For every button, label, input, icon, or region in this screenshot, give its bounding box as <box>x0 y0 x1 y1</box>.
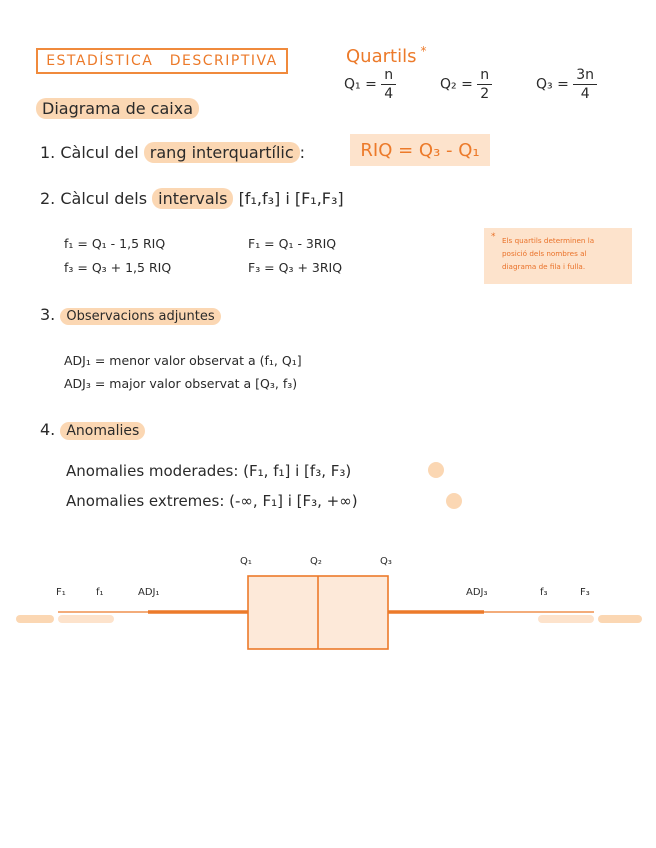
label-q3: Q₃ <box>380 556 392 567</box>
step-3-highlight: Observacions adjuntes <box>60 308 220 325</box>
label-f1: f₁ <box>96 587 104 598</box>
step-2-highlight: intervals <box>152 188 233 209</box>
quartils-title: Quartils * <box>346 44 427 67</box>
label-adj3: ADJ₃ <box>466 587 488 598</box>
extreme-right-segment <box>598 615 642 623</box>
note-star: * <box>491 232 496 242</box>
adj3-definition: ADJ₃ = major valor observat a [Q₃, f₃) <box>64 376 298 391</box>
moderate-marker-dot <box>428 462 444 478</box>
quartils-asterisk: * <box>420 44 427 58</box>
extreme-marker-dot <box>446 493 462 509</box>
q2-formula: Q₂ = $\frac{n}{2}$ <box>440 66 492 103</box>
label-q1: Q₁ <box>240 556 252 567</box>
anomalies-extreme: Anomalies extremes: (-∞, F₁] i [F₃, +∞) <box>66 492 358 510</box>
q1-formula: Q₁ = $\frac{n}{4}$ <box>344 66 396 103</box>
q3-formula: Q₃ = $\frac{3n}{4}$ <box>536 66 597 103</box>
title-part1: ESTADÍSTICA <box>46 53 154 69</box>
adj1-definition: ADJ₁ = menor valor observat a (f₁, Q₁] <box>64 353 302 368</box>
moderate-right-segment <box>538 615 594 623</box>
boxplot-diagram <box>0 560 656 660</box>
section-title: Diagrama de caixa <box>36 99 199 118</box>
step-4-highlight: Anomalies <box>60 422 145 440</box>
note-line-2: posició dels nombres al <box>502 249 587 258</box>
riq-formula-box <box>350 134 490 166</box>
label-q2: Q₂ <box>310 556 322 567</box>
note-line-1: Els quartils determinen la <box>502 236 595 245</box>
label-adj1: ADJ₁ <box>138 587 160 598</box>
q2-fraction: $\frac{n}{2}$ <box>477 66 492 103</box>
q3-fraction: $\frac{3n}{4}$ <box>573 66 597 103</box>
label-F3: F₃ <box>580 587 590 598</box>
formula-F1: F₁ = Q₁ - 3RIQ <box>248 236 337 251</box>
note-line-3: diagrama de fila i fulla. <box>502 262 586 271</box>
riq-formula: RIQ = Q₃ - Q₁ <box>360 139 480 161</box>
formula-F3: F₃ = Q₃ + 3RIQ <box>248 260 343 275</box>
label-F1: F₁ <box>56 587 66 598</box>
title-box <box>36 48 288 74</box>
q1-fraction: $\frac{n}{4}$ <box>381 66 396 103</box>
step-1-highlight: rang interquartílic <box>144 142 300 163</box>
anomalies-moderate: Anomalies moderades: (F₁, f₁] i [f₃, F₃) <box>66 462 352 480</box>
formula-f3: f₃ = Q₃ + 1,5 RIQ <box>64 260 172 275</box>
label-f3: f₃ <box>540 587 548 598</box>
step-1: 1. Càlcul del rang interquartílic : <box>40 143 306 162</box>
moderate-left-segment <box>58 615 114 623</box>
step-3: 3. Observacions adjuntes <box>40 305 221 324</box>
quartils-note <box>484 228 632 284</box>
formula-f1: f₁ = Q₁ - 1,5 RIQ <box>64 236 166 251</box>
extreme-left-segment <box>16 615 54 623</box>
step-4: 4. Anomalies <box>40 420 145 439</box>
title-part2: DESCRIPTIVA <box>169 53 278 69</box>
step-2: 2. Càlcul dels intervals [f₁,f₃] i [F₁,F₃] <box>40 189 344 208</box>
